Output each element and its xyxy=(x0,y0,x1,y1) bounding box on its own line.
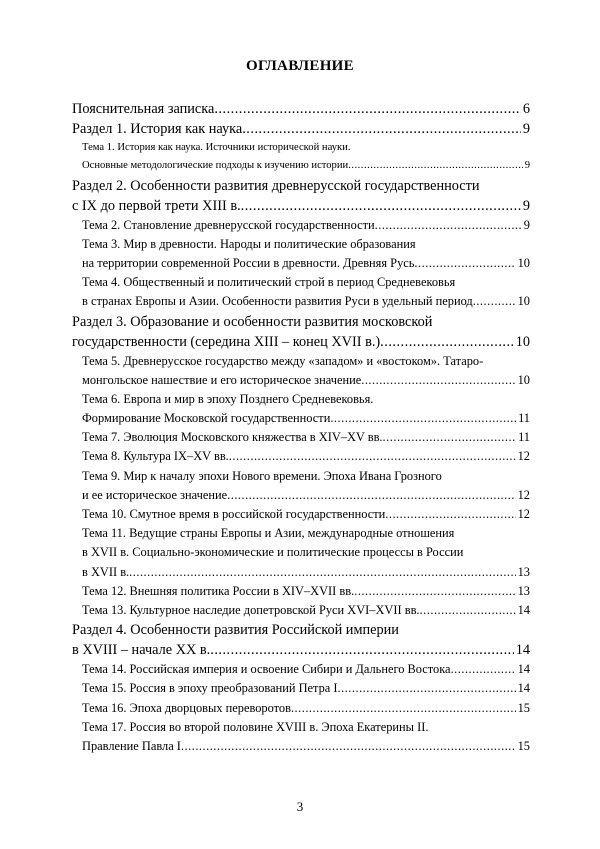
toc-page-number: 10 xyxy=(517,372,530,387)
toc-dot-leader xyxy=(291,699,516,718)
toc-page-number: 11 xyxy=(518,430,530,445)
toc-page-number: 9 xyxy=(524,160,530,172)
toc-entry-text: Тема 3. Мир в древности. Народы и политические образования xyxy=(82,236,416,251)
toc-entry-text: Тема 9. Мир к началу эпохи Нового времени. Эпоха Ивана Грозного xyxy=(82,468,442,483)
toc-dot-leader xyxy=(227,486,515,505)
toc-topic-line xyxy=(72,371,530,390)
toc-entry-text: Тема 14. Российская империя и освоение Сибири и Дальнего Востока xyxy=(82,662,451,677)
toc-topic-line xyxy=(72,563,530,582)
toc-entry-text: Тема 4. Общественный и политический строй в период Средневековья xyxy=(82,275,456,290)
toc-entry-text: Пояснительная записка xyxy=(72,101,215,117)
toc-entry-text: Правление Павла I xyxy=(82,738,181,753)
toc-section-line xyxy=(72,640,530,660)
toc-topic-line xyxy=(72,486,530,505)
table-of-contents xyxy=(72,99,530,756)
toc-topic-line xyxy=(72,737,530,756)
toc-entry-text: Раздел 3. Образование и особенности развития московской xyxy=(72,313,433,330)
toc-page-number: 12 xyxy=(517,487,530,502)
toc-dot-leader xyxy=(414,254,515,273)
toc-entry-text: Раздел 2. Особенности развития древнерусской государственности xyxy=(72,177,480,194)
toc-section-line xyxy=(72,312,530,332)
toc-topic-line xyxy=(72,660,530,679)
toc-topic-line xyxy=(72,699,530,718)
toc-dot-leader xyxy=(380,332,514,352)
toc-topic-line xyxy=(72,505,530,524)
toc-topic-line xyxy=(72,139,530,157)
toc-page-number: 15 xyxy=(517,738,530,753)
page-number: 3 xyxy=(296,799,304,814)
toc-topic-line xyxy=(72,352,530,371)
toc-entry-text: в XVIII – начале XX в. xyxy=(72,642,211,659)
toc-page-number: 14 xyxy=(515,642,530,659)
toc-topic-line xyxy=(72,718,530,737)
toc-topic-line xyxy=(72,428,530,447)
toc-dot-leader xyxy=(129,563,515,582)
toc-page-number: 13 xyxy=(517,564,530,579)
toc-entry-text: Тема 7. Эволюция Московского княжества в XIV–XV вв. xyxy=(82,430,383,445)
toc-topic-line xyxy=(72,235,530,254)
toc-dot-leader xyxy=(354,582,515,601)
toc-section-line xyxy=(72,332,530,352)
toc-page-number: 12 xyxy=(517,507,530,522)
toc-dot-leader xyxy=(210,640,513,660)
toc-entry-text: Тема 13. Культурное наследие допетровской Руси XVI–XVII вв. xyxy=(82,602,420,617)
toc-page-number: 12 xyxy=(517,449,530,464)
toc-entry-text: Тема 2. Становление древнерусской государственности xyxy=(82,217,375,232)
toc-topic-line xyxy=(72,390,530,409)
toc-page-number: 9 xyxy=(522,121,530,137)
toc-dot-leader xyxy=(330,409,516,428)
toc-section-line xyxy=(72,176,530,196)
toc-entry-text: Раздел 1. История как наука xyxy=(72,121,243,137)
toc-entry-text: и ее историческое значение xyxy=(82,487,228,502)
toc-dot-leader xyxy=(338,679,516,698)
toc-entry-text: Тема 11. Ведущие страны Европы и Азии, международные отношения xyxy=(82,526,455,541)
toc-topic-line xyxy=(72,679,530,698)
toc-dot-leader xyxy=(229,447,516,466)
toc-topic-line xyxy=(72,216,530,235)
toc-page-number: 11 xyxy=(518,411,530,426)
toc-entry-text: Тема 5. Древнерусское государство между «западом» и «востоком». Татаро- xyxy=(82,353,484,368)
toc-entry-text: в XVII в. xyxy=(82,564,130,579)
toc-entry-text: Тема 12. Внешняя политика России в XIV–XVII вв. xyxy=(82,583,355,598)
toc-page-number: 14 xyxy=(517,662,530,677)
toc-topic-line xyxy=(72,409,530,428)
toc-section-line xyxy=(72,620,530,640)
toc-page-number: 10 xyxy=(517,255,530,270)
toc-entry-text: государственности (середина XIII – конец XVII в.) xyxy=(72,333,381,350)
toc-section-line xyxy=(72,119,530,139)
toc-topic-line xyxy=(72,273,530,292)
toc-dot-leader xyxy=(385,505,515,524)
toc-entry-text: Раздел 4. Особенности развития Российской империи xyxy=(72,622,399,639)
toc-page-number: 14 xyxy=(517,681,530,696)
toc-page-number: 10 xyxy=(515,333,530,350)
toc-dot-leader xyxy=(451,660,516,679)
toc-topic-line xyxy=(72,157,530,175)
toc-dot-leader xyxy=(383,428,517,447)
toc-entry-text: в XVII в. Социально-экономические и политические процессы в России xyxy=(82,545,464,560)
toc-dot-leader xyxy=(348,157,523,175)
toc-topic-line xyxy=(72,524,530,543)
toc-section-line xyxy=(72,196,530,216)
toc-dot-leader xyxy=(242,119,521,139)
toc-entry-text: Тема 15. Россия в эпоху преобразований Петра I xyxy=(82,681,338,696)
toc-entry-text: Тема 8. Культура IX–XV вв. xyxy=(82,449,229,464)
toc-page-number: 9 xyxy=(523,217,530,232)
toc-topic-line xyxy=(72,292,530,311)
toc-dot-leader xyxy=(241,196,521,216)
toc-entry-text: Основные методологические подходы к изучению истории xyxy=(82,160,349,172)
toc-entry-text: Тема 17. Россия во второй половине XVIII в. Эпоха Екатерины II. xyxy=(82,719,429,734)
toc-entry-text: с IX до первой трети XIII в. xyxy=(72,197,241,214)
toc-topic-line xyxy=(72,543,530,562)
toc-dot-leader xyxy=(361,371,515,390)
toc-page-number: 6 xyxy=(522,101,530,117)
toc-dot-leader xyxy=(375,216,522,235)
toc-entry-text: Тема 10. Смутное время в российской государственности xyxy=(82,507,386,522)
toc-entry-text: Тема 6. Европа и мир в эпоху Позднего Средневековья. xyxy=(82,391,374,406)
toc-topic-line xyxy=(72,447,530,466)
toc-page-number: 14 xyxy=(517,602,530,617)
toc-section-line xyxy=(72,99,530,119)
toc-page-number: 15 xyxy=(517,700,530,715)
toc-page-number: 13 xyxy=(517,583,530,598)
toc-entry-text: Тема 16. Эпоха дворцовых переворотов xyxy=(82,700,291,715)
toc-dot-leader xyxy=(473,292,516,311)
toc-entry-text: в странах Европы и Азии. Особенности развития Руси в удельный период xyxy=(82,294,473,309)
toc-topic-line xyxy=(72,254,530,273)
toc-dot-leader xyxy=(181,737,516,756)
toc-entry-text: монгольское нашествие и его историческое значение xyxy=(82,372,362,387)
toc-dot-leader xyxy=(420,601,516,620)
toc-entry-text: на территории современной России в древности. Древняя Русь xyxy=(82,255,415,270)
toc-topic-line xyxy=(72,582,530,601)
toc-topic-line xyxy=(72,467,530,486)
toc-dot-leader xyxy=(214,99,520,119)
toc-page-number: 9 xyxy=(522,197,530,214)
toc-topic-line xyxy=(72,601,530,620)
toc-page-number: 10 xyxy=(517,294,530,309)
toc-entry-text: Тема 1. История как наука. Источники исторической науки. xyxy=(82,142,351,153)
page-title: ОГЛАВЛЕНИЕ xyxy=(246,58,354,74)
toc-entry-text: Формирование Московской государственности xyxy=(82,411,331,426)
